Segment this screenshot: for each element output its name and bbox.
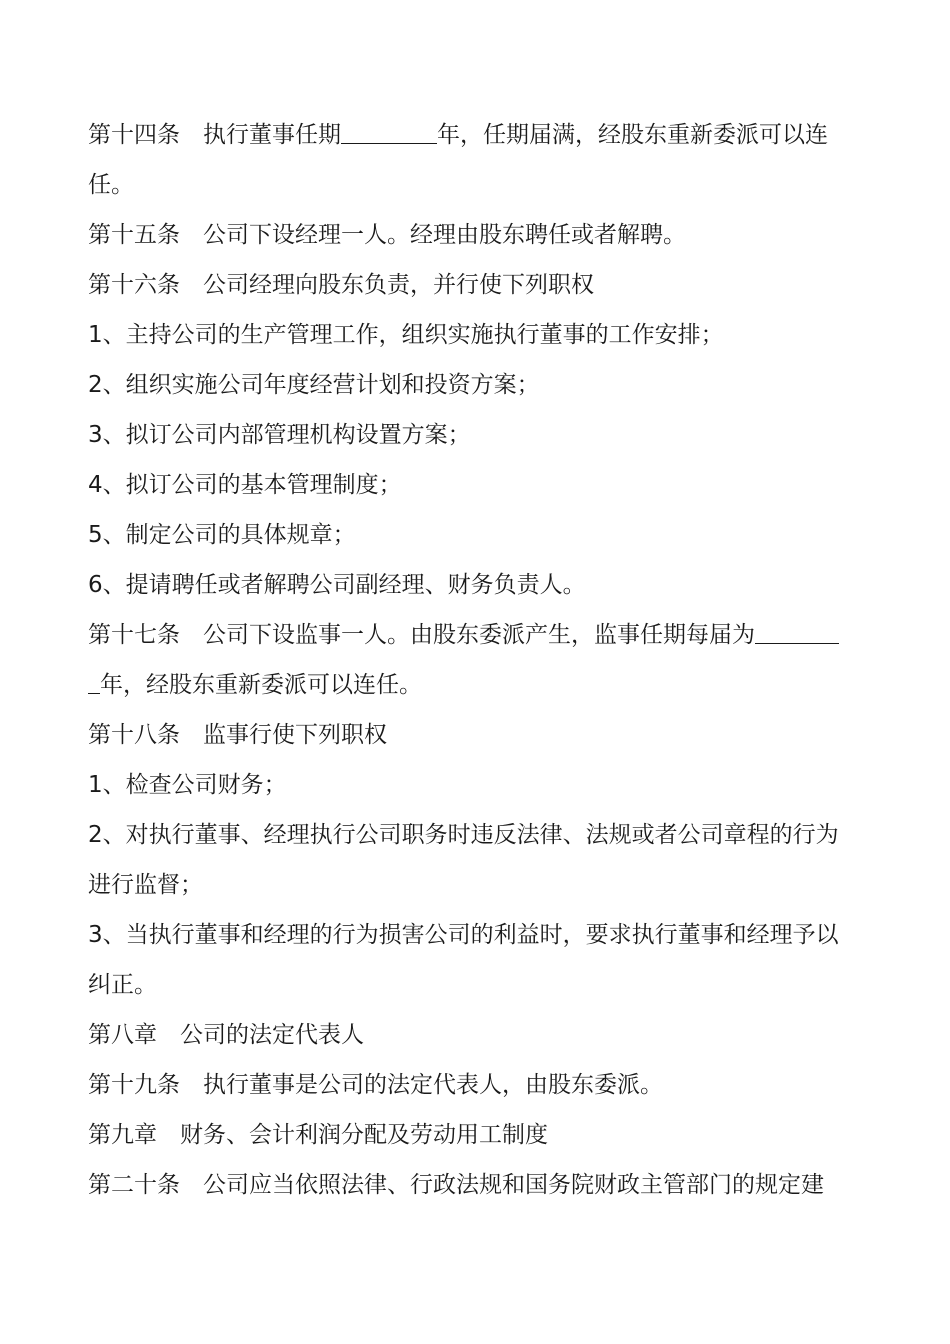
article-17-line-1 xyxy=(88,610,864,660)
article-18: 第十八条 监事行使下列职权 xyxy=(88,722,387,748)
article-18-item-2-line-1: 2、对执行董事、经理执行公司职务时违反法律、法规或者公司章程的行为 xyxy=(88,822,839,848)
chapter-8-heading: 第八章 公司的法定代表人 xyxy=(88,1022,364,1048)
article-16-item-4: 4、拟订公司的基本管理制度； xyxy=(88,472,402,498)
article-18-item-2-line-2: 进行监督； xyxy=(88,872,203,898)
article-16-item-3: 3、拟订公司内部管理机构设置方案； xyxy=(88,422,471,448)
article-17-line-2 xyxy=(88,660,864,710)
text-segment: 年，任期届满，经股东重新委派可以连 xyxy=(437,122,828,148)
fill-in-blank xyxy=(88,667,100,694)
article-19: 第十九条 执行董事是公司的法定代表人，由股东委派。 xyxy=(88,1072,663,1098)
article-20-line-1: 第二十条 公司应当依照法律、行政法规和国务院财政主管部门的规定建 xyxy=(88,1172,824,1198)
text-segment: 第十七条 公司下设监事一人。由股东委派产生，监事任期每届为 xyxy=(88,622,755,648)
fill-in-blank xyxy=(341,117,437,144)
article-16-item-1: 1、主持公司的生产管理工作，组织实施执行董事的工作安排； xyxy=(88,322,724,348)
chapter-9-heading: 第九章 财务、会计利润分配及劳动用工制度 xyxy=(88,1122,548,1148)
article-16: 第十六条 公司经理向股东负责，并行使下列职权 xyxy=(88,272,594,298)
article-16-item-5: 5、制定公司的具体规章； xyxy=(88,522,356,548)
fill-in-blank xyxy=(755,617,839,644)
article-16-item-6: 6、提请聘任或者解聘公司副经理、财务负责人。 xyxy=(88,572,586,598)
article-14-line-2: 任。 xyxy=(88,172,134,198)
article-14-line-1 xyxy=(88,110,864,160)
article-16-item-2: 2、组织实施公司年度经营计划和投资方案； xyxy=(88,372,540,398)
document-body xyxy=(88,110,864,1210)
article-18-item-1: 1、检查公司财务； xyxy=(88,772,287,798)
article-15: 第十五条 公司下设经理一人。经理由股东聘任或者解聘。 xyxy=(88,222,686,248)
article-18-item-3-line-1: 3、当执行董事和经理的行为损害公司的利益时，要求执行董事和经理予以 xyxy=(88,922,839,948)
text-segment: 年，经股东重新委派可以连任。 xyxy=(100,672,422,698)
text-segment: 第十四条 执行董事任期 xyxy=(88,122,341,148)
article-18-item-3-line-2: 纠正。 xyxy=(88,972,157,998)
